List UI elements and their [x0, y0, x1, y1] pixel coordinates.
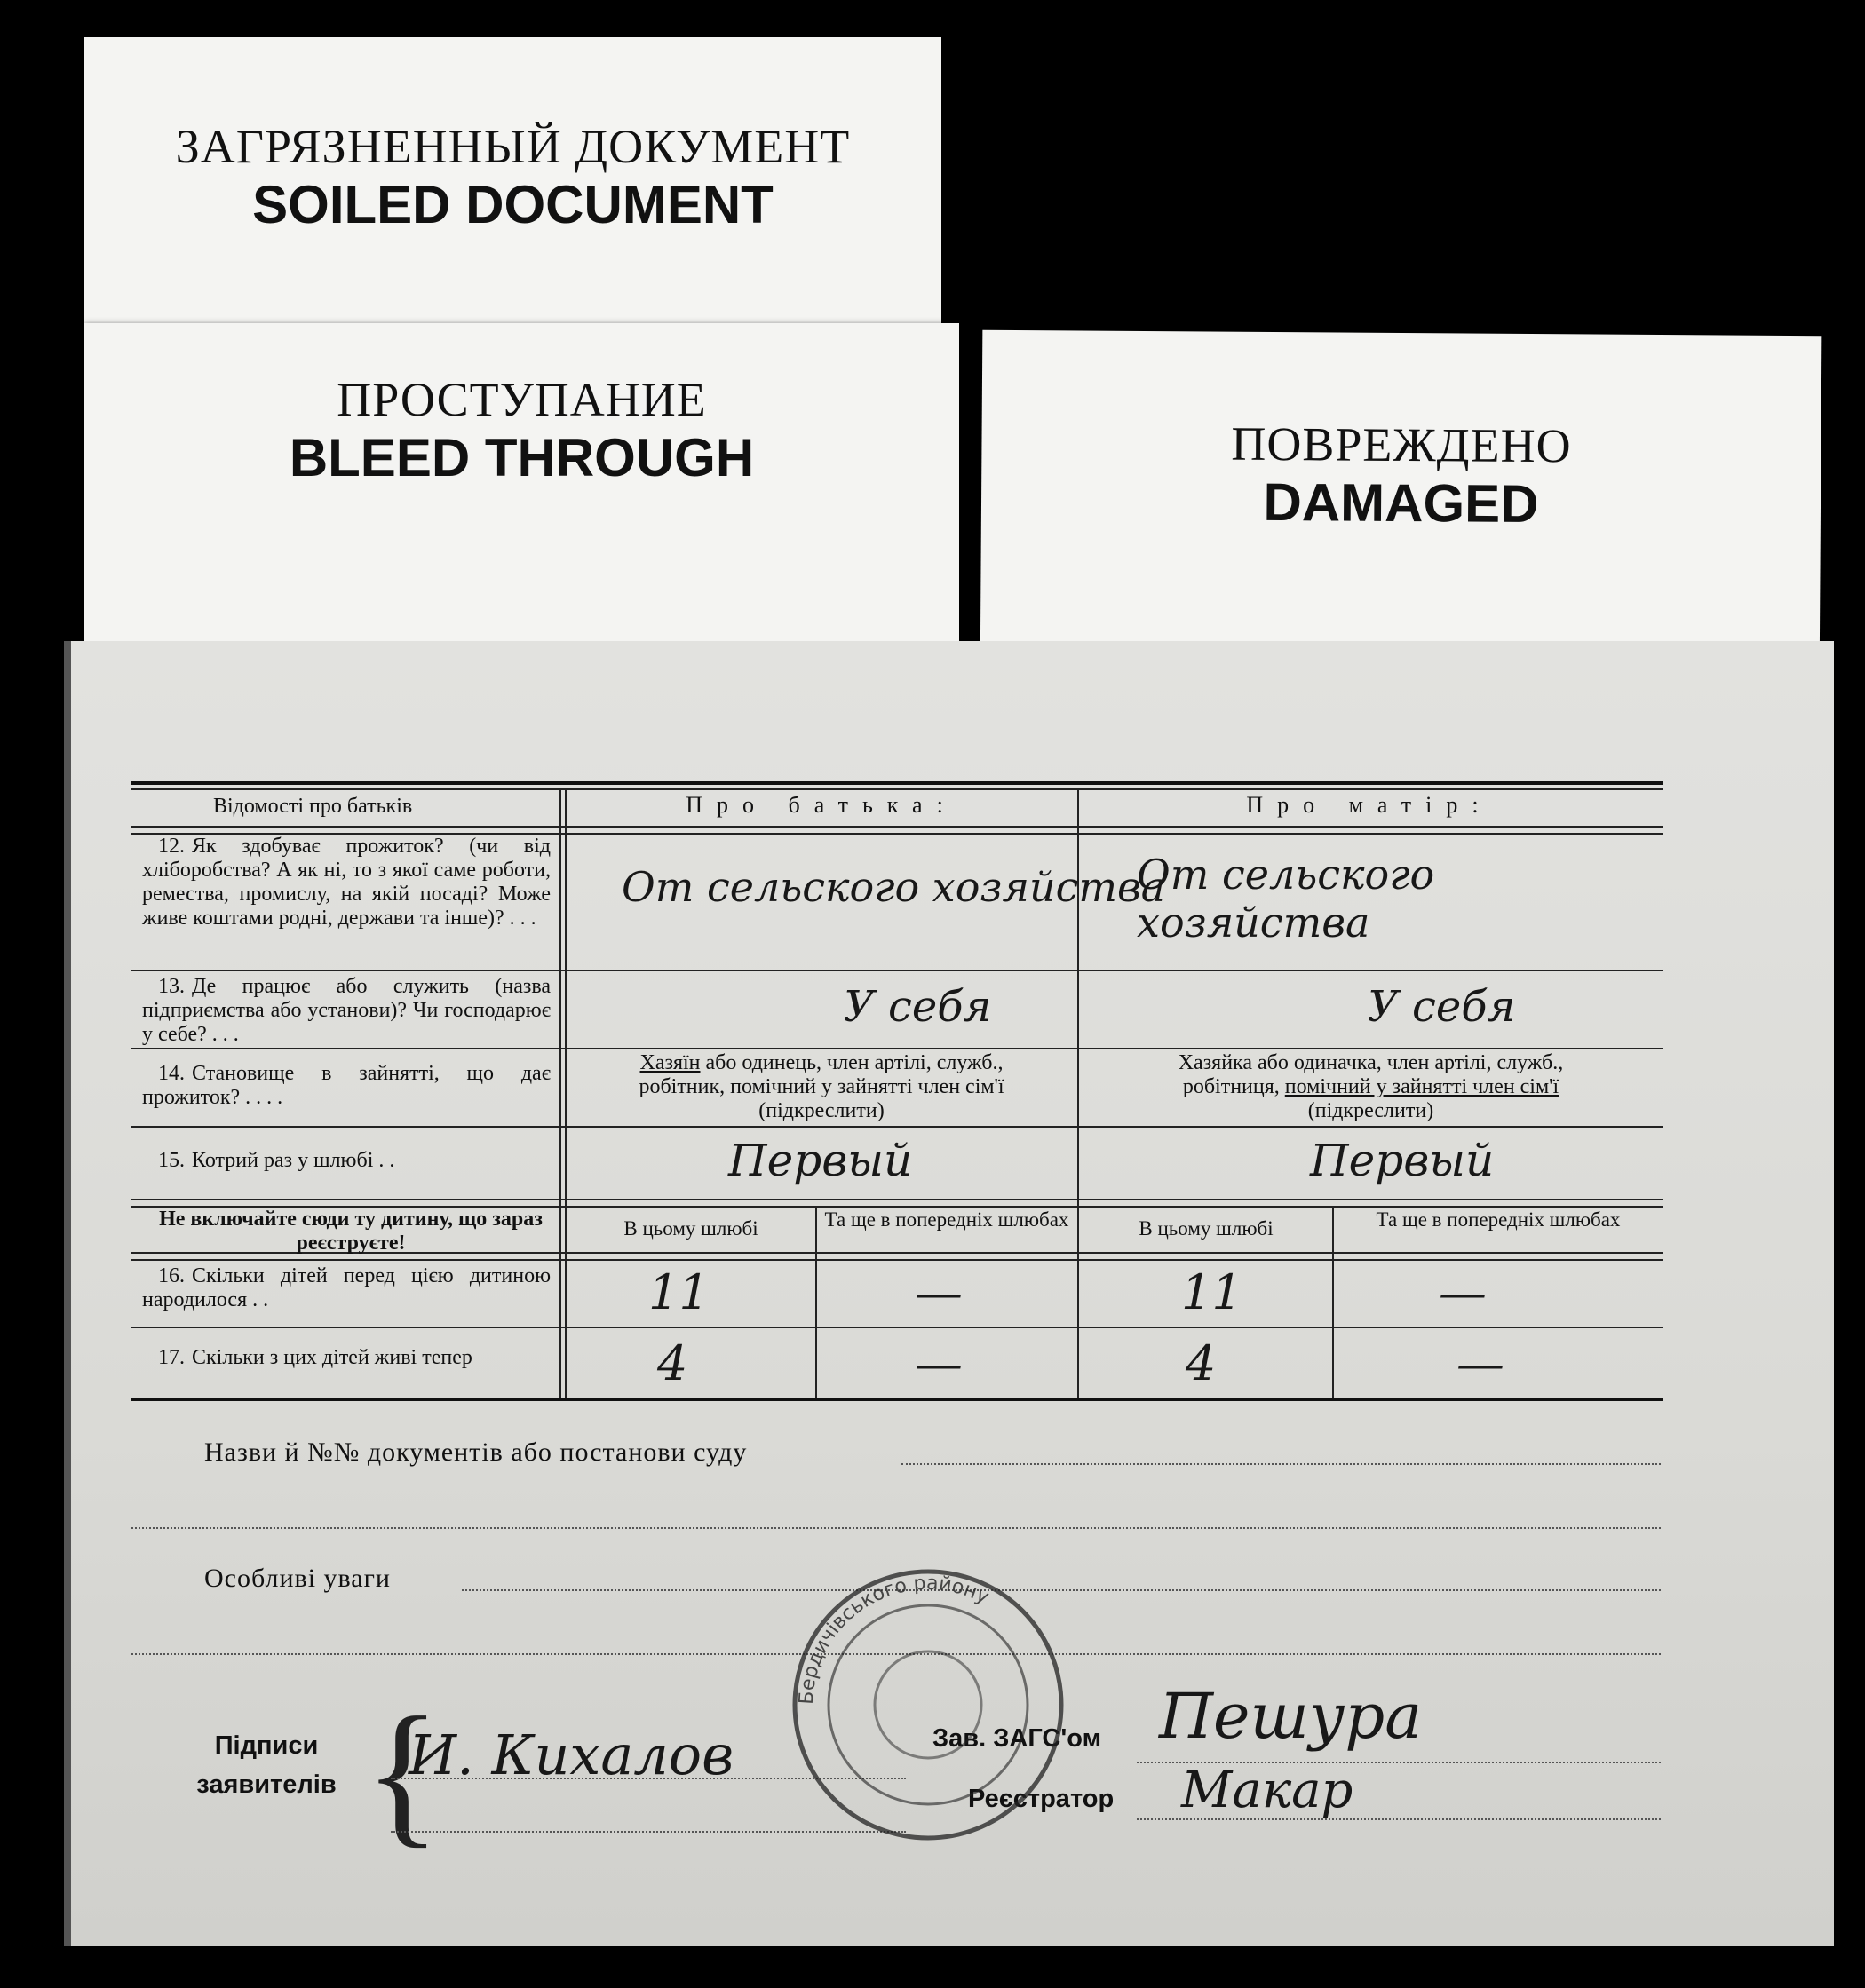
- q16-father-this: 11: [648, 1264, 710, 1320]
- question-12-text: Як здобуває прожиток? (чи від хліборобства? А як ні, то з якої саме роботи, ремества, промислу, на якій посаді? Може живе коштами родні, держави та інше)? . . .: [142, 835, 551, 930]
- question-14-text: Становище в зайнятті, що дає прожиток? . . . .: [142, 1062, 551, 1109]
- question-15: [142, 1149, 551, 1173]
- header-father: Про батька:: [686, 792, 957, 818]
- stamp-text: Бердичівського району: [795, 1572, 993, 1706]
- q12-father-answer: От сельского хозяйства: [622, 863, 1166, 911]
- question-16-text: Скільки дітей перед цією дитиною народилося . .: [142, 1264, 551, 1311]
- father-option-line2: робітник, помічний у зайнятті член сім'ї: [639, 1075, 1004, 1098]
- header-mother: Про матір:: [1246, 792, 1493, 818]
- rule-13: [131, 1048, 1663, 1049]
- rule-16: [131, 1327, 1663, 1328]
- q12-mother-answer: От сельского хозяйства: [1137, 851, 1435, 946]
- registrar-label: Реєстратор: [968, 1785, 1115, 1813]
- rule-header: [131, 826, 1663, 828]
- damaged-label-ru: ПОВРЕЖДЕНО: [1231, 416, 1572, 473]
- col-rule-f: [815, 1206, 817, 1398]
- father-sub-this: В цьому шлюбі: [623, 1217, 758, 1240]
- question-13-num: 13.: [158, 975, 185, 998]
- documents-line: [901, 1463, 1661, 1465]
- q13-mother-answer: У себя: [1368, 982, 1516, 1032]
- rule-sub-2: [131, 1259, 1663, 1261]
- father-option-selected: Хазяїн: [639, 1051, 701, 1074]
- rule-14: [131, 1126, 1663, 1128]
- father-option-line3: (підкреслити): [758, 1099, 885, 1122]
- official-stamp: [782, 1558, 1075, 1851]
- q17-mother-this: 4: [1186, 1335, 1217, 1391]
- question-15-num: 15.: [158, 1149, 185, 1172]
- mother-option-line1: Хазяйка або одиначка, член артілі, служб.,: [1178, 1051, 1564, 1074]
- children-note: Не включайте сюди ту дитину, що зараз реєструєте!: [159, 1208, 543, 1255]
- q16-mother-prev: —: [1439, 1264, 1487, 1320]
- q16-mother-this: 11: [1181, 1264, 1242, 1320]
- rule-12: [131, 970, 1663, 971]
- mother-sub-this: В цьому шлюбі: [1139, 1217, 1274, 1240]
- q16-father-prev: —: [915, 1264, 963, 1320]
- question-13-text: Де працює або служить (назва підприємства або установи)? Чи господарює у себе? . . .: [142, 975, 551, 1046]
- zags-signature: Пешура: [1159, 1680, 1422, 1753]
- question-17: [142, 1346, 560, 1370]
- table-bottom-rule: [131, 1398, 1663, 1401]
- question-17-num: 17.: [158, 1346, 185, 1369]
- table-top-rule: [131, 781, 1663, 785]
- mother-options: [1080, 1051, 1662, 1123]
- remarks-label: Особливі уваги: [204, 1564, 391, 1593]
- bleed-through-card: [84, 323, 959, 696]
- registrar-signature: Макар: [1181, 1762, 1353, 1819]
- bleed-label-en: BLEED THROUGH: [289, 428, 755, 487]
- q13-father-answer: У себя: [844, 982, 992, 1032]
- col-rule-1: [560, 788, 561, 1398]
- header-col1: Відомості про батьків: [213, 795, 413, 818]
- damaged-card: [980, 330, 1822, 683]
- documents-line-2: [131, 1527, 1661, 1529]
- father-options: [567, 1051, 1076, 1123]
- question-12-num: 12.: [158, 835, 185, 858]
- zags-label: Зав. ЗАГС'ом: [932, 1724, 1102, 1753]
- mother-option-selected: помічний у зайнятті член сім'ї: [1284, 1075, 1559, 1098]
- soiled-label-en: SOILED DOCUMENT: [252, 175, 774, 234]
- damaged-label-en: DAMAGED: [1263, 471, 1539, 535]
- applicant-signature: И. Кихалов: [409, 1723, 734, 1787]
- col-rule-m: [1332, 1206, 1334, 1398]
- question-12: [142, 835, 551, 931]
- father-option-rest: або одинець, член артілі, служб.,: [700, 1051, 1004, 1074]
- q15-mother-answer: Первый: [1310, 1135, 1495, 1186]
- mother-sub-prev: Та ще в попередніх шлюбах: [1376, 1208, 1621, 1231]
- q17-mother-prev: —: [1456, 1335, 1504, 1391]
- svg-text:Бердичівського району: [796, 1572, 993, 1706]
- question-16-num: 16.: [158, 1264, 185, 1287]
- table-top-rule-2: [131, 788, 1663, 790]
- q17-father-this: 4: [657, 1335, 688, 1391]
- documents-label: Назви й №№ документів або постанови суду: [204, 1438, 748, 1467]
- signatures-label: Підписи заявителів: [196, 1731, 337, 1799]
- mother-option-line3: (підкреслити): [1307, 1099, 1434, 1122]
- question-17-text: Скільки з цих дітей живі тепер: [192, 1346, 472, 1369]
- father-sub-prev: Та ще в попередніх шлюбах: [824, 1208, 1069, 1231]
- signature-brace: {: [364, 1684, 441, 1861]
- soiled-label-ru: ЗАГРЯЗНЕННЫЙ ДОКУМЕНТ: [175, 120, 851, 173]
- q17-father-prev: —: [915, 1335, 963, 1391]
- bleed-label-ru: ПРОСТУПАНИЕ: [337, 373, 707, 426]
- question-14-num: 14.: [158, 1062, 185, 1085]
- mother-option-p1: робітниця,: [1182, 1075, 1285, 1098]
- q15-father-answer: Первый: [728, 1135, 913, 1186]
- question-14: [142, 1062, 551, 1110]
- question-13: [142, 975, 551, 1047]
- soiled-document-card: [84, 37, 941, 344]
- rule-15: [131, 1199, 1663, 1200]
- question-16: [142, 1264, 551, 1312]
- question-15-text: Котрий раз у шлюбі . .: [192, 1149, 395, 1172]
